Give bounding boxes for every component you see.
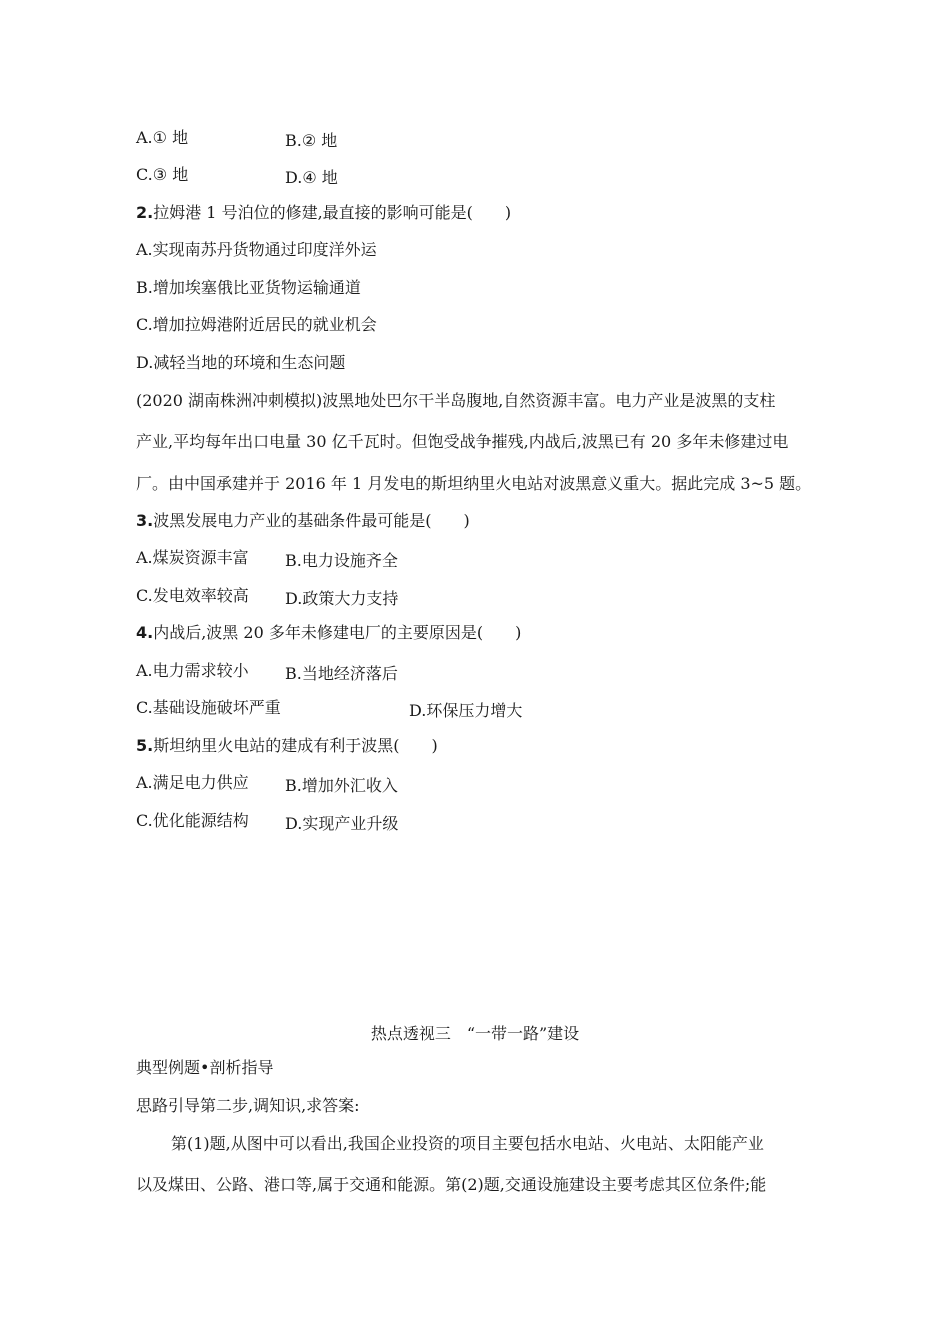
q3-option-b: B.电力设施齐全 (285, 551, 398, 570)
q2-option-a: A.实现南苏丹货物通过印度洋外运 (136, 240, 377, 259)
q4-option-b: B.当地经济落后 (285, 664, 398, 683)
q5-option-d: D.实现产业升级 (285, 814, 399, 833)
q1-option-d: D.④ 地 (285, 168, 338, 187)
q2-option-b: B.增加埃塞俄比亚货物运输通道 (136, 278, 361, 297)
q3-stem: 波黑发展电力产业的基础条件最可能是( ) (153, 511, 470, 530)
section-title: 热点透视三 “一带一路”建设 (370, 1024, 580, 1043)
q4-option-d: D.环保压力增大 (409, 701, 523, 720)
q4-number: 4. (136, 623, 154, 642)
section-subtitle: 典型例题•剖析指导 (136, 1058, 274, 1077)
q1-option-c: C.③ 地 (136, 165, 189, 184)
q5-option-c: C.优化能源结构 (136, 811, 249, 830)
q4-stem-line (136, 623, 521, 643)
q1-option-b: B.② 地 (285, 131, 338, 150)
q3-stem-line (136, 511, 470, 531)
q5-option-b: B.增加外汇收入 (285, 776, 398, 795)
q2-number: 2. (136, 203, 154, 222)
q3-option-d: D.政策大力支持 (285, 589, 399, 608)
q2-stem-line (136, 203, 511, 223)
q5-stem-line (136, 736, 438, 756)
q3-option-c: C.发电效率较高 (136, 586, 249, 605)
q5-number: 5. (136, 736, 154, 755)
explanation-line-1: 第(1)题,从图中可以看出,我国企业投资的项目主要包括水电站、火电站、太阳能产业 (171, 1134, 764, 1153)
passage-line-1: (2020 湖南株洲冲刺模拟)波黑地处巴尔干半岛腹地,自然资源丰富。电力产业是波黑的支柱 (136, 391, 776, 410)
q4-option-a: A.电力需求较小 (136, 661, 249, 680)
q3-number: 3. (136, 511, 154, 530)
guide-heading: 思路引导第二步,调知识,求答案: (136, 1096, 360, 1115)
explanation-line-2: 以及煤田、公路、港口等,属于交通和能源。第(2)题,交通设施建设主要考虑其区位条件;能 (136, 1175, 767, 1194)
q2-option-d: D.减轻当地的环境和生态问题 (136, 353, 346, 372)
q3-option-a: A.煤炭资源丰富 (136, 548, 249, 567)
q5-option-a: A.满足电力供应 (136, 773, 249, 792)
q5-stem: 斯坦纳里火电站的建成有利于波黑( ) (153, 736, 438, 755)
q4-option-c: C.基础设施破坏严重 (136, 698, 281, 717)
q2-stem: 拉姆港 1 号泊位的修建,最直接的影响可能是( ) (153, 203, 512, 222)
q1-option-a: A.① 地 (136, 128, 189, 147)
passage-line-2: 产业,平均每年出口电量 30 亿千瓦时。但饱受战争摧残,内战后,波黑已有 20 多年未修建过电 (136, 432, 789, 451)
q4-stem: 内战后,波黑 20 多年未修建电厂的主要原因是( ) (153, 623, 522, 642)
passage-line-3: 厂。由中国承建并于 2016 年 1 月发电的斯坦纳里火电站对波黑意义重大。据此完成 3~5 题。 (136, 474, 812, 493)
q2-option-c: C.增加拉姆港附近居民的就业机会 (136, 315, 377, 334)
